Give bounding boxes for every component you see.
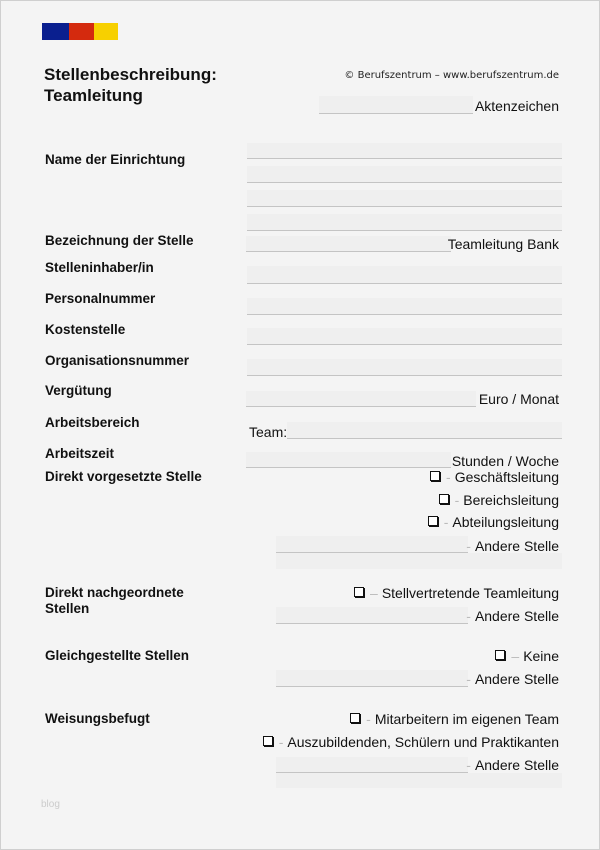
aktenzeichen-label: Aktenzeichen [474,98,559,114]
label-weisungsbefugt: Weisungsbefugt [45,711,150,726]
label-gleichgestellte: Gleichgestellte Stellen [45,648,190,663]
option-label: Bereichsleitung [463,492,559,508]
personalnummer-field[interactable] [247,298,562,315]
label-personalnummer: Personalnummer [45,291,156,306]
dash: – [370,585,378,601]
option-label: Mitarbeitern im eigenen Team [374,711,559,727]
dash: – [511,648,520,664]
option-mitarbeitern[interactable] [350,711,559,727]
label-line1: Direkt nachgeordnete [45,585,184,600]
flag-red [69,23,94,40]
organisationsnummer-field[interactable] [247,359,562,376]
dash: - [454,492,460,508]
option-label: Abteilungsleitung [452,514,559,530]
label-bezeichnung: Bezeichnung der Stelle [45,233,194,248]
option-label: Auszubildenden, Schülern und Praktikanten [287,734,559,750]
label-arbeitszeit: Arbeitszeit [45,446,115,461]
kostenstelle-field[interactable] [247,328,562,345]
other-label: Andere Stelle [474,757,559,773]
dash: - [466,671,471,687]
option-auszubildenden[interactable] [263,734,559,750]
bezeichnung-value: Teamleitung Bank [447,236,559,252]
vorgesetzte-other-label [466,538,559,554]
aktenzeichen-field[interactable] [319,96,473,114]
einrichtung-line-1[interactable] [247,143,562,159]
label-verguetung: Vergütung [45,383,112,398]
other-label: Andere Stelle [474,538,559,554]
team-prefix: Team: [249,424,288,440]
nachgeordnete-other-label [466,608,559,624]
arbeitsbereich-field[interactable] [287,422,562,439]
weisung-blank-area [276,773,562,788]
flag-blue [42,23,69,40]
weisung-other-field[interactable] [276,757,468,773]
other-label: Andere Stelle [474,671,559,687]
checkbox-icon[interactable] [350,713,360,723]
einrichtung-line-3[interactable] [247,190,562,207]
label-organisationsnummer: Organisationsnummer [45,353,190,368]
arbeitszeit-field[interactable] [246,452,451,468]
option-bereichsleitung[interactable] [439,492,559,508]
title-line2: Teamleitung [44,86,143,105]
label-kostenstelle: Kostenstelle [45,322,126,337]
option-stellvertretende[interactable] [354,585,559,601]
weisung-other-label [466,757,559,773]
gleichgestellte-other-field[interactable] [276,670,468,687]
flag-yellow [94,23,118,40]
dash: - [466,538,471,554]
checkbox-icon[interactable] [439,494,449,504]
option-label: Geschäftsleitung [454,469,559,485]
verguetung-field[interactable] [246,391,476,407]
checkbox-icon[interactable] [428,516,438,526]
dash: - [466,757,471,773]
option-abteilungsleitung[interactable] [428,514,559,530]
label-nachgeordnete [45,585,184,617]
dash: - [446,469,451,485]
label-stelleninhaber: Stelleninhaber/in [45,260,154,275]
title-line1: Stellenbeschreibung: [44,65,217,84]
nachgeordnete-other-field[interactable] [276,607,468,624]
document-title [44,64,217,106]
option-geschaeftsleitung[interactable] [430,469,559,485]
checkbox-icon[interactable] [430,471,440,481]
other-label: Andere Stelle [474,608,559,624]
label-line2: Stellen [45,601,90,616]
einrichtung-line-4[interactable] [247,214,562,231]
checkbox-icon[interactable] [354,587,364,597]
verguetung-unit: Euro / Monat [478,391,559,407]
option-label: Stellvertretende Teamleitung [381,585,559,601]
checkbox-icon[interactable] [495,650,505,660]
label-arbeitsbereich: Arbeitsbereich [45,415,140,430]
gleichgestellte-other-label [466,671,559,687]
dash: - [366,711,371,727]
vorgesetzte-blank-area [276,553,562,569]
dash: - [466,608,471,624]
checkbox-icon[interactable] [263,736,273,746]
watermark: blog [41,799,60,810]
label-vorgesetzte: Direkt vorgesetzte Stelle [45,469,202,484]
vorgesetzte-other-field[interactable] [276,536,468,553]
dash: - [278,734,284,750]
bezeichnung-field[interactable] [246,236,451,252]
option-keine[interactable] [495,648,559,664]
dash: - [443,514,449,530]
copyright-text: © Berufszentrum – www.berufszentrum.de [344,70,559,81]
label-name-einrichtung: Name der Einrichtung [45,152,186,167]
stelleninhaber-field[interactable] [247,266,562,284]
option-label: Keine [523,648,559,664]
arbeitszeit-unit: Stunden / Woche [451,453,559,469]
einrichtung-line-2[interactable] [247,166,562,183]
